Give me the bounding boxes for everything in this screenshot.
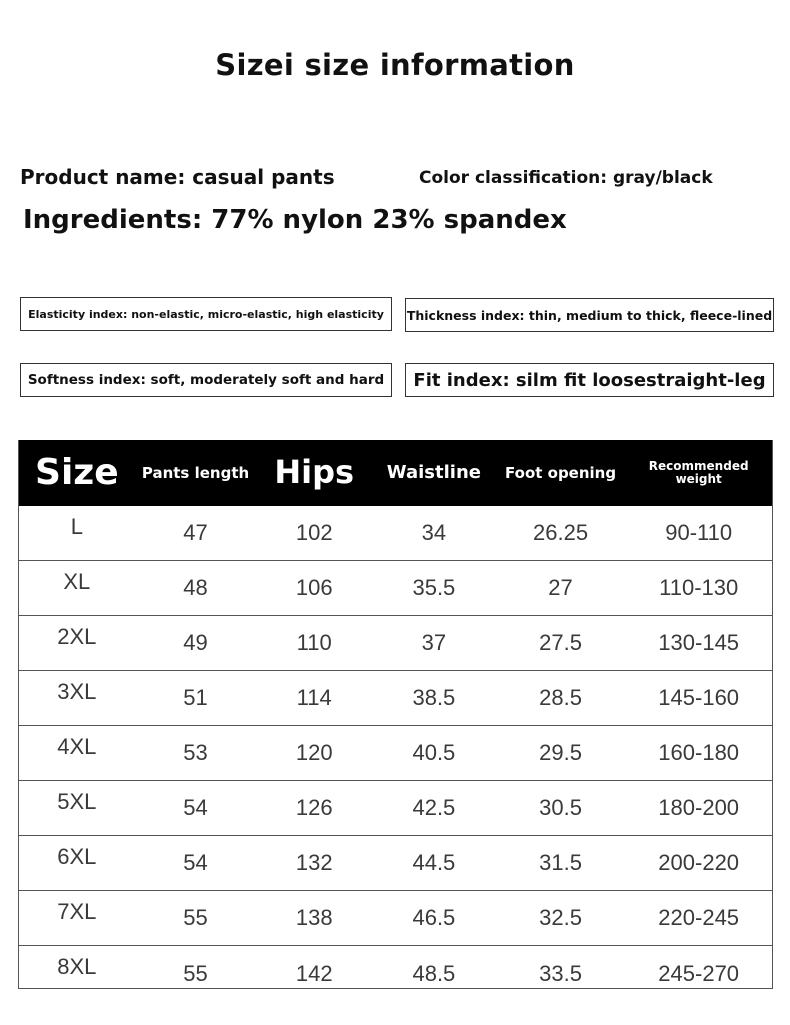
cell-hips: 138: [295, 905, 333, 930]
header-foot-opening: Foot opening: [505, 463, 617, 482]
color-classification: Color classification: gray/black: [419, 168, 713, 188]
header-pants-length: Pants length: [141, 463, 250, 482]
cell-hips: 142: [295, 960, 333, 986]
elasticity-index-box: [20, 297, 392, 331]
cell-foot-opening: 29.5: [539, 740, 582, 765]
cell-foot-opening: 31.5: [539, 850, 582, 875]
table-row: [19, 836, 772, 891]
cell-waistline: 37: [421, 630, 447, 655]
thickness-index-box: [405, 298, 774, 332]
cell-waistline: 44.5: [412, 850, 456, 875]
cell-foot-opening: 27.5: [539, 630, 582, 655]
header-size: Size: [35, 452, 119, 494]
size-table: [18, 440, 773, 989]
table-row: [19, 726, 772, 781]
cell-foot-opening: 32.5: [539, 905, 582, 930]
table-header-row: [19, 440, 772, 506]
cell-foot-opening: 27: [548, 575, 573, 600]
product-name: Product name: casual pants: [20, 165, 335, 189]
elasticity-index-label: Elasticity index: non-elastic, micro-elastic, high elasticity: [28, 307, 384, 321]
cell-recommended-weight: 130-145: [658, 630, 740, 655]
table-row: [19, 781, 772, 836]
cell-size: 6XL: [57, 844, 97, 869]
cell-pants-length: 54: [183, 795, 208, 820]
table-row: [19, 506, 772, 561]
cell-pants-length: 48: [183, 575, 208, 600]
cell-recommended-weight: 110-130: [659, 575, 739, 600]
cell-hips: 110: [296, 630, 332, 655]
ingredients: Ingredients: 77% nylon 23% spandex: [23, 205, 567, 235]
cell-recommended-weight: 180-200: [658, 795, 740, 820]
header-waistline: Waistline: [386, 462, 481, 484]
cell-foot-opening: 28.5: [539, 685, 582, 710]
cell-waistline: 46.5: [412, 905, 456, 930]
cell-size: 2XL: [57, 624, 97, 649]
cell-size: 4XL: [57, 734, 97, 759]
cell-waistline: 34: [421, 520, 447, 545]
softness-index-box: [20, 363, 392, 397]
cell-size: L: [70, 514, 83, 539]
cell-pants-length: 49: [183, 630, 208, 655]
cell-waistline: 42.5: [412, 795, 456, 820]
table-row: [19, 946, 772, 989]
header-hips: Hips: [274, 453, 355, 492]
cell-foot-opening: 30.5: [539, 795, 582, 820]
cell-pants-length: 55: [183, 905, 208, 930]
softness-index-label: Softness index: soft, moderately soft and hard: [27, 372, 385, 388]
table-body: [19, 506, 772, 989]
cell-waistline: 40.5: [412, 740, 456, 765]
cell-waistline: 48.5: [412, 960, 456, 986]
cell-pants-length: 51: [183, 685, 208, 710]
cell-size: 8XL: [57, 954, 97, 979]
cell-hips: 102: [295, 520, 333, 545]
cell-recommended-weight: 200-220: [658, 850, 740, 875]
cell-recommended-weight: 145-160: [658, 685, 740, 710]
cell-size: XL: [63, 569, 91, 594]
cell-hips: 106: [295, 575, 333, 600]
table-row: [19, 561, 772, 616]
cell-size: 5XL: [57, 789, 97, 814]
cell-recommended-weight: 220-245: [658, 905, 740, 930]
fit-index-label: Fit index: silm fit loosestraight-leg: [413, 369, 766, 391]
cell-pants-length: 55: [183, 960, 208, 986]
fit-index-box: [405, 363, 774, 397]
thickness-index-label: Thickness index: thin, medium to thick, fleece-lined: [406, 307, 773, 323]
header-recommended-weight: Recommended weight: [648, 458, 749, 486]
cell-hips: 126: [295, 795, 333, 820]
cell-foot-opening: 26.25: [533, 520, 589, 545]
cell-foot-opening: 33.5: [539, 960, 582, 986]
cell-hips: 132: [295, 850, 333, 875]
cell-pants-length: 53: [183, 740, 208, 765]
table-row: [19, 616, 772, 671]
cell-hips: 120: [295, 740, 333, 765]
cell-waistline: 38.5: [412, 685, 456, 710]
cell-size: 7XL: [57, 899, 97, 924]
table-row: [19, 671, 772, 726]
cell-waistline: 35.5: [412, 575, 456, 600]
cell-hips: 114: [296, 685, 332, 710]
cell-pants-length: 54: [183, 850, 208, 875]
cell-recommended-weight: 160-180: [658, 740, 740, 765]
cell-pants-length: 47: [183, 520, 208, 545]
cell-size: 3XL: [57, 679, 97, 704]
page-title: Sizei size information: [215, 48, 575, 82]
cell-recommended-weight: 245-270: [658, 960, 740, 986]
table-row: [19, 891, 772, 946]
cell-recommended-weight: 90-110: [665, 520, 733, 545]
